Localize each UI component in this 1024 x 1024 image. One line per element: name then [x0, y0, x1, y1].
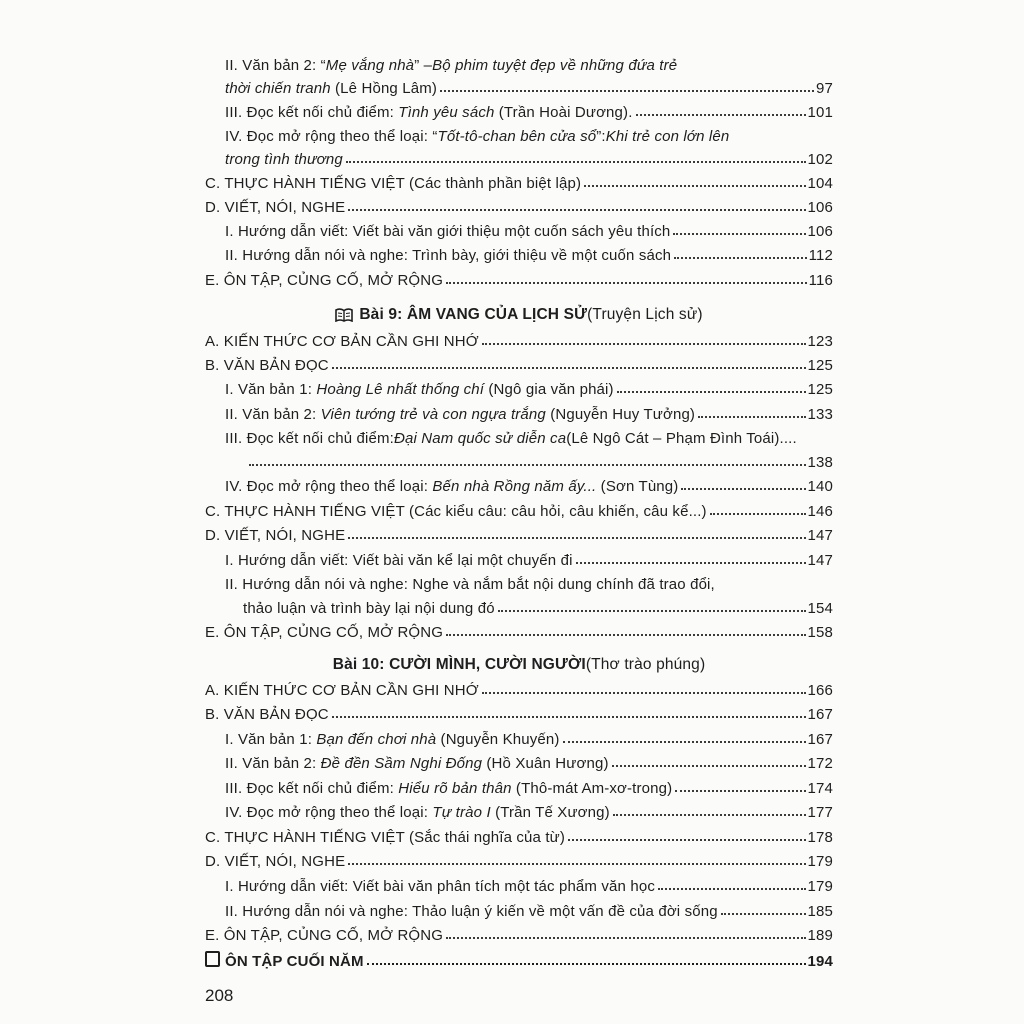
dot-leader — [613, 814, 806, 816]
entry-text: II. Hướng dẫn nói và nghe: Trình bày, giới thiệu về một cuốn sách — [225, 247, 672, 264]
entry-text: B. VĂN BẢN ĐỌC — [205, 706, 329, 723]
page-ref: 167 — [807, 731, 833, 748]
page-ref: 123 — [807, 333, 833, 350]
entry-text: E. ÔN TẬP, CỦNG CỐ, MỞ RỘNG — [205, 272, 444, 289]
lesson-9-heading — [205, 298, 833, 324]
open-book-icon — [335, 308, 353, 322]
toc-section-c — [205, 168, 833, 192]
dot-leader — [721, 913, 806, 915]
entry-text: I. Hướng dẫn viết: Viết bài văn kể lại một chuyến đi — [225, 552, 573, 569]
dot-leader — [249, 464, 806, 466]
toc-section-e — [205, 617, 833, 641]
lesson-10-heading — [205, 648, 833, 674]
dot-leader — [675, 790, 805, 792]
page-ref: 104 — [807, 175, 833, 192]
dot-leader — [446, 634, 805, 636]
dot-leader — [348, 209, 805, 211]
toc-entry-huong-dan-viet — [205, 216, 833, 240]
toc-entry-hieu-ro-ban-than — [205, 773, 833, 797]
entry-text: III. Đọc kết nối chủ điểm: Hiểu rõ bản thân (Thô-mát Am-xơ-trong) — [225, 780, 673, 797]
entry-text: C. THỰC HÀNH TIẾNG VIỆT (Sắc thái nghĩa của từ) — [205, 829, 566, 846]
dot-leader — [584, 185, 805, 187]
entry-text: II. Hướng dẫn nói và nghe: Thảo luận ý kiến về một vấn đề của đời sống — [225, 903, 718, 920]
page-ref: 194 — [807, 953, 833, 970]
entry-text: I. Văn bản 1: Hoàng Lê nhất thống chí (Ngô gia văn phái) — [225, 381, 614, 398]
dot-leader — [681, 488, 805, 490]
entry-text: IV. Đọc mở rộng theo thể loại: “ — [225, 128, 438, 145]
entry-text: IV. Đọc mở rộng theo thể loại: Tự trào I (Trần Tế Xương) — [225, 804, 610, 821]
page-ref: 147 — [807, 552, 833, 569]
entry-text: E. ÔN TẬP, CỦNG CỐ, MỞ RỘNG — [205, 927, 444, 944]
page-ref: 172 — [807, 755, 833, 772]
page-ref: 177 — [807, 804, 833, 821]
toc-section-a — [205, 675, 833, 699]
entry-text: II. Hướng dẫn nói và nghe: Nghe và nắm bắt nội dung chính đã trao đổi, — [225, 576, 715, 593]
entry-text: II. Văn bản 2: “ — [225, 57, 326, 74]
entry-text: ÔN TẬP CUỐI NĂM — [205, 950, 364, 970]
entry-text: trong tình thương — [225, 151, 343, 168]
entry-text: ”: — [596, 128, 606, 145]
page-ref: 147 — [807, 527, 833, 544]
toc-section-d — [205, 520, 833, 544]
toc-section-b — [205, 350, 833, 374]
dot-leader — [332, 367, 806, 369]
entry-text: D. VIẾT, NÓI, NGHE — [205, 527, 346, 544]
toc-section-b — [205, 699, 833, 723]
entry-text: III. Đọc kết nối chủ điểm: Tình yêu sách (Trần Hoài Dương). — [225, 104, 633, 121]
dot-leader — [568, 839, 806, 841]
toc-entry-tot-to-chan-line1 — [225, 121, 833, 145]
dot-leader — [446, 937, 805, 939]
page-ref: 106 — [807, 223, 833, 240]
toc-section-d — [205, 846, 833, 870]
page-ref: 146 — [807, 503, 833, 520]
entry-text: A. KIẾN THỨC CƠ BẢN CẦN GHI NHỚ — [205, 333, 479, 350]
page-ref: 179 — [807, 853, 833, 870]
entry-text: ” – — [414, 57, 433, 74]
lesson-title: Bài 10: CƯỜI MÌNH, CƯỜI NGƯỜI — [332, 656, 586, 673]
entry-text: III. Đọc kết nối chủ điểm: — [225, 430, 394, 447]
dot-leader — [446, 282, 807, 284]
dot-leader — [482, 692, 806, 694]
page-ref: 106 — [807, 199, 833, 216]
toc-entry-van-ban-1 — [205, 724, 833, 748]
dot-leader — [636, 114, 806, 116]
toc-entry-tu-trao — [205, 797, 833, 821]
dot-leader — [367, 963, 806, 965]
page-ref: 138 — [807, 454, 833, 471]
entry-text: IV. Đọc mở rộng theo thể loại: Bến nhà Rồng năm ấy... (Sơn Tùng) — [225, 478, 679, 495]
toc-entry-huong-dan-noi-nghe — [205, 896, 833, 920]
toc-entry-van-ban-1 — [205, 374, 833, 398]
page-ref: 166 — [807, 682, 833, 699]
entry-text: I. Văn bản 1: Bạn đến chơi nhà (Nguyễn Khuyến) — [225, 731, 560, 748]
toc-section-e — [205, 920, 833, 944]
page-ref: 102 — [807, 151, 833, 168]
entry-text: (Lê Ngô Cát – Phạm Đình Toái).... — [566, 430, 797, 447]
toc-entry-dai-nam-line1 — [225, 423, 833, 447]
entry-text: B. VĂN BẢN ĐỌC — [205, 357, 329, 374]
entry-text: C. THỰC HÀNH TIẾNG VIỆT (Các thành phần biệt lập) — [205, 175, 582, 192]
entry-text: C. THỰC HÀNH TIẾNG VIỆT (Các kiểu câu: câu hỏi, câu khiến, câu kể...) — [205, 503, 707, 520]
toc-entry-me-vang-nha — [205, 73, 833, 97]
lesson-genre: (Truyện Lịch sử) — [587, 306, 703, 323]
dot-leader — [332, 716, 806, 718]
page-ref: 167 — [807, 706, 833, 723]
page-ref: 154 — [807, 600, 833, 617]
entry-text: E. ÔN TẬP, CỦNG CỐ, MỞ RỘNG — [205, 624, 444, 641]
dot-leader — [348, 537, 805, 539]
entry-text: thảo luận và trình bày lại nội dung đó — [243, 600, 495, 617]
page-ref: 133 — [807, 406, 833, 423]
entry-text: II. Văn bản 2: Viên tướng trẻ và con ngựa trắng (Nguyễn Huy Tưởng) — [225, 406, 696, 423]
page-ref: 185 — [807, 903, 833, 920]
toc-entry-noi-nghe-line1 — [225, 569, 833, 593]
toc-final-review — [205, 946, 833, 970]
dot-leader — [698, 416, 805, 418]
page-ref: 174 — [807, 780, 833, 797]
page-ref: 178 — [807, 829, 833, 846]
entry-text: A. KIẾN THỨC CƠ BẢN CẦN GHI NHỚ — [205, 682, 479, 699]
entry-text: thời chiến tranh (Lê Hồng Lâm) — [225, 80, 438, 97]
page-ref: 97 — [816, 80, 833, 97]
toc-entry-huong-dan-noi-nghe — [205, 240, 833, 264]
toc-section-c — [205, 822, 833, 846]
lesson-genre: (Thơ trào phúng) — [585, 656, 706, 673]
entry-title-italic: Mẹ vắng nhà — [325, 57, 415, 74]
entry-title-italic: Khi trẻ con lớn lên — [605, 128, 730, 145]
page-ref: 125 — [807, 381, 833, 398]
dot-leader — [498, 610, 806, 612]
toc-entry-van-ban-2 — [205, 399, 833, 423]
dot-leader — [346, 161, 806, 163]
page-ref: 158 — [807, 624, 833, 641]
toc-entry-huong-dan-viet — [205, 871, 833, 895]
page-ref: 116 — [808, 272, 833, 289]
page-number: 208 — [205, 986, 234, 1005]
page-ref: 140 — [807, 478, 833, 495]
square-icon — [205, 951, 220, 967]
toc-entry-van-ban-2 — [205, 748, 833, 772]
entry-text: D. VIẾT, NÓI, NGHE — [205, 199, 346, 216]
dot-leader — [674, 257, 807, 259]
toc-section-a — [205, 326, 833, 350]
dot-leader — [440, 90, 814, 92]
dot-leader — [482, 343, 806, 345]
entry-title-italic: Bộ phim tuyệt đẹp về những đứa trẻ — [432, 57, 678, 74]
toc-entry-tinh-yeu-sach — [205, 97, 833, 121]
page-ref: 179 — [807, 878, 833, 895]
toc-section-d — [205, 192, 833, 216]
lesson-title: Bài 9: ÂM VANG CỦA LỊCH SỬ — [359, 306, 588, 323]
entry-title-italic: Đại Nam quốc sử diễn ca — [393, 430, 567, 447]
dot-leader — [576, 562, 806, 564]
entry-text: D. VIẾT, NÓI, NGHE — [205, 853, 346, 870]
toc-entry-ben-nha-rong — [205, 471, 833, 495]
entry-text: I. Hướng dẫn viết: Viết bài văn phân tích một tác phẩm văn học — [225, 878, 655, 895]
dot-leader — [563, 741, 806, 743]
toc-entry-dai-nam — [205, 447, 833, 471]
toc-section-e — [205, 265, 833, 289]
dot-leader — [658, 888, 806, 890]
dot-leader — [617, 391, 806, 393]
toc-entry-me-vang-nha-line1 — [225, 50, 833, 74]
dot-leader — [710, 513, 806, 515]
dot-leader — [348, 863, 805, 865]
page-ref: 101 — [807, 104, 833, 121]
toc-entry-noi-nghe — [205, 593, 833, 617]
toc-section-c — [205, 496, 833, 520]
dot-leader — [673, 233, 805, 235]
toc-entry-tot-to-chan — [205, 144, 833, 168]
entry-title-italic: Tốt-tô-chan bên cửa sổ — [437, 128, 597, 145]
page-ref: 189 — [807, 927, 833, 944]
toc-entry-huong-dan-viet — [205, 545, 833, 569]
page-ref: 125 — [807, 357, 833, 374]
page-ref: 112 — [808, 247, 833, 264]
entry-text: II. Văn bản 2: Đề đền Sầm Nghi Đống (Hồ Xuân Hương) — [225, 755, 609, 772]
dot-leader — [612, 765, 806, 767]
entry-text: I. Hướng dẫn viết: Viết bài văn giới thiệu một cuốn sách yêu thích — [225, 223, 671, 240]
